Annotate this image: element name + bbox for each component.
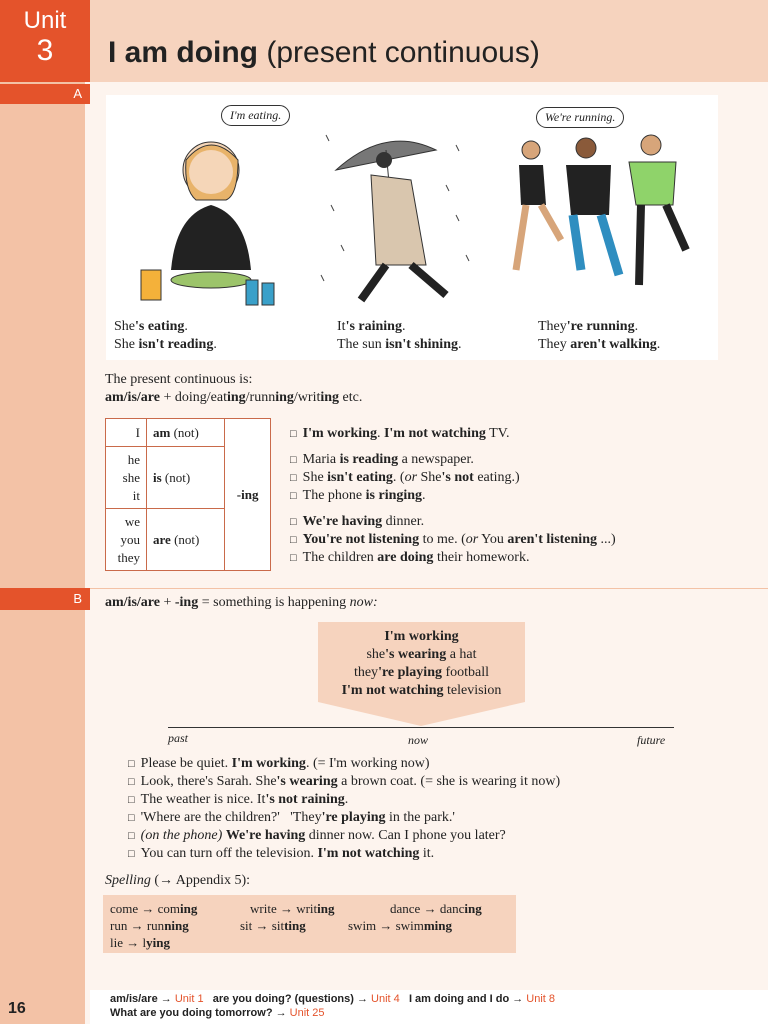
list-item: □ You can turn off the television. I'm not watching it. — [128, 845, 560, 863]
unit-label: Unit — [23, 7, 67, 34]
running-people-illustration — [501, 130, 701, 310]
list-item: □ We're having dinner. — [290, 513, 616, 531]
timeline-line — [168, 727, 674, 729]
page-title — [108, 36, 540, 70]
list-item: □ Please be quiet. I'm working. (= I'm working now) — [128, 755, 560, 773]
raining-man-illustration — [316, 125, 476, 310]
spelling-item: come → coming — [110, 901, 198, 916]
unit-number: 3 — [36, 34, 54, 67]
section-b-marker: B — [0, 588, 90, 610]
link-unit-1[interactable]: Unit 1 — [174, 993, 204, 1005]
list-item: □ I'm working. I'm not watching TV. — [290, 425, 616, 443]
caption-raining: It's raining. The sun isn't shining. — [337, 319, 462, 352]
list-item: □ The weather is nice. It's not raining. — [128, 791, 560, 809]
list-item: □ The children are doing their homework. — [290, 549, 616, 567]
section-a-marker: A — [0, 84, 90, 104]
now-examples: I'm working she's wearing a hat they're playing football I'm not watching television — [341, 629, 502, 698]
spelling-item: swim → swimming — [348, 918, 453, 933]
list-item: □ (on the phone) We're having dinner now. Can I phone you later? — [128, 827, 560, 845]
spelling-label: Spelling (→ Appendix 5): — [105, 873, 251, 888]
intro-text: The present continuous is: am/is/are + doing/eating/running/writing etc. — [105, 372, 363, 405]
link-unit-8[interactable]: Unit 8 — [526, 993, 556, 1005]
spelling-item: run → running — [110, 918, 189, 933]
list-item: □ You're not listening to me. (or You aren't listening ...) — [290, 531, 616, 549]
list-item: □ She isn't eating. (or She's not eating.) — [290, 469, 616, 487]
conjugation-table: I am (not) -ing he she it is (not) we you they are (not) — [105, 418, 271, 571]
title-main: I am doing — [108, 36, 258, 69]
caption-eating: She's eating. She isn't reading. — [114, 319, 217, 352]
illustration-panel — [106, 95, 718, 360]
unit-badge — [0, 0, 90, 82]
spelling-item: write → writing — [250, 901, 335, 916]
timeline-now: now — [408, 733, 429, 747]
timeline-past: past — [168, 731, 189, 745]
link-unit-25[interactable]: Unit 25 — [289, 1007, 325, 1019]
list-item: □ Look, there's Sarah. She's wearing a brown coat. (= she is wearing it now) — [128, 773, 560, 791]
ing-cell: -ing — [225, 419, 271, 571]
timeline-future: future — [637, 733, 666, 747]
spelling-item: lie → lying — [110, 935, 170, 950]
spelling-item: sit → sitting — [240, 918, 306, 933]
section-b-heading: am/is/are + -ing = something is happening now: — [105, 595, 378, 610]
eating-woman-illustration — [126, 100, 296, 315]
left-margin-band — [0, 0, 85, 1024]
title-sub: (present continuous) — [266, 36, 540, 69]
list-item: □ 'Where are the children?' 'They're playing in the park.' — [128, 809, 560, 827]
cross-references: am/is/are → Unit 1 are you doing? (questions) → Unit 4 I am doing and I do → Unit 8 What are you doing tomorrow? → Unit 25 — [110, 993, 556, 1019]
caption-running: They're running. They aren't walking. — [538, 319, 661, 352]
spelling-item: dance → dancing — [390, 901, 482, 916]
page-number: 16 — [8, 1000, 26, 1017]
speech-bubble-eating: I'm eating. — [221, 105, 290, 126]
list-item: □ The phone is ringing. — [290, 487, 616, 505]
link-unit-4b[interactable]: Unit 4 — [371, 993, 400, 1005]
examples-list-a — [290, 425, 616, 567]
list-item: □ Maria is reading a newspaper. — [290, 451, 616, 469]
section-divider — [90, 588, 768, 589]
examples-list-b — [128, 755, 560, 863]
speech-bubble-running: We're running. — [536, 107, 624, 128]
